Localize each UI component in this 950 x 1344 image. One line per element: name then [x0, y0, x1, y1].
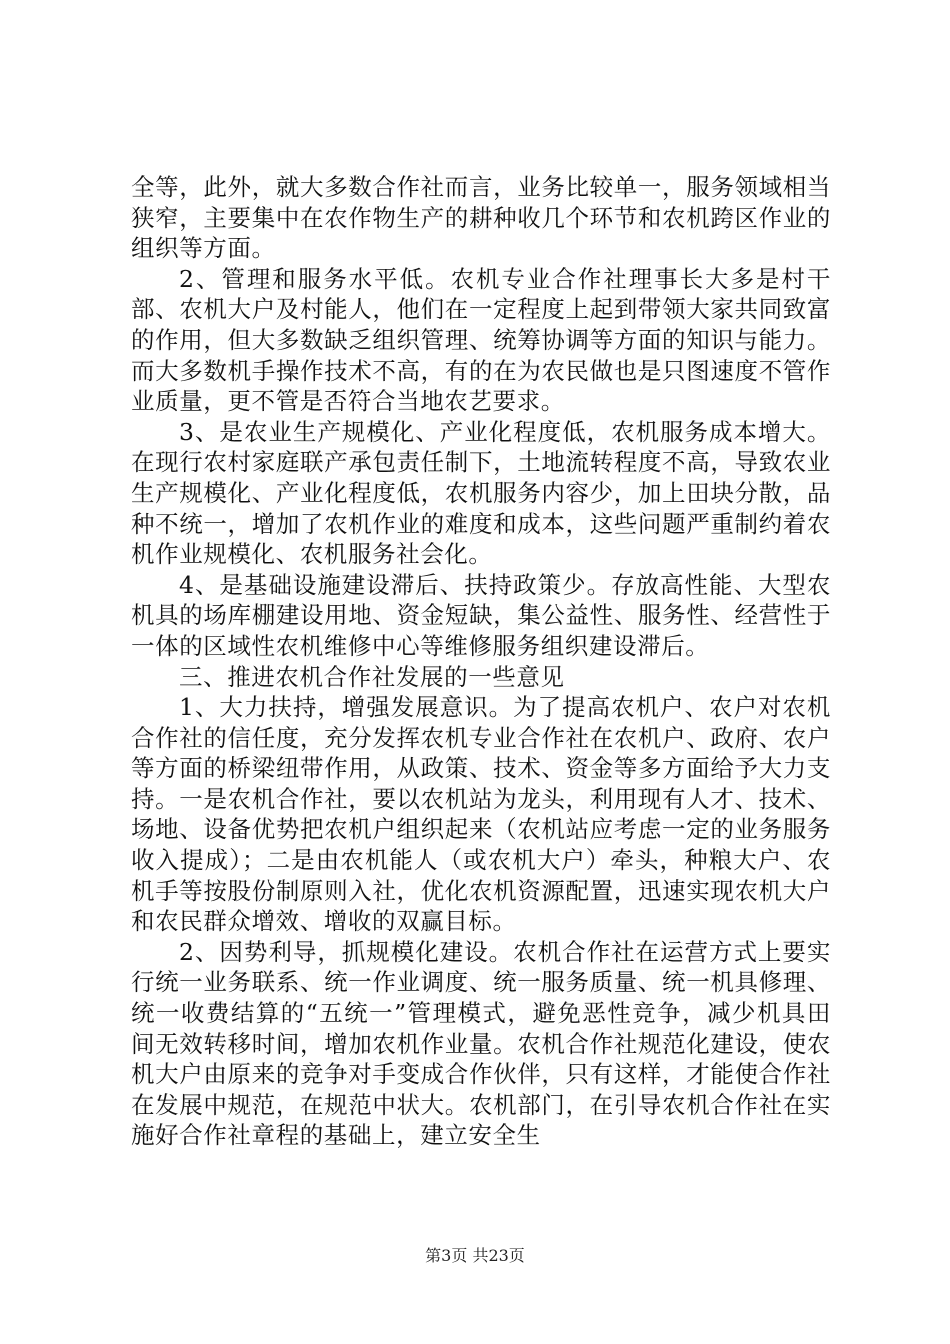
paragraph-continuation: 全等，此外，就大多数合作社而言，业务比较单一，服务领域相当狭窄，主要集中在农作物生产的耕种收几个环节和农机跨区作业的组织等方面。	[131, 173, 831, 263]
paragraph-infrastructure: 4、是基础设施建设滞后、扶持政策少。存放高性能、大型农机具的场库棚建设用地、资金短缺，集公益性、服务性、经营性于一体的区域性农机维修中心等维修服务组织建设滞后。	[131, 570, 831, 660]
paragraph-standardization: 2、因势利导，抓规模化建设。农机合作社在运营方式上要实行统一业务联系、统一作业调度、统一服务质量、统一机具修理、统一收费结算的“五统一”管理模式，避免恶性竞争，减少机具田间无效转移时间，增加农机作业量。农机合作社规范化建设，使农机大户由原来的竞争对手变成合作伙伴，只有这样，才能使合作社在发展中规范，在规范中状大。农机部门，在引导农机合作社在实施好合作社章程的基础上，建立安全生	[131, 937, 831, 1150]
page-footer: 第3页 共23页	[425, 1246, 525, 1265]
document-body	[131, 172, 831, 1151]
section-heading: 三、推进农机合作社发展的一些意见	[179, 662, 565, 691]
paragraph-management: 2、管理和服务水平低。农机专业合作社理事长大多是村干部、农机大户及村能人，他们在一定程度上起到带领大家共同致富的作用，但大多数缺乏组织管理、统筹协调等方面的知识与能力。而大多数机手操作技术不高，有的在为农民做也是只图速度不管作业质量，更不管是否符合当地农艺要求。	[131, 264, 831, 416]
paragraph-scale: 3、是农业生产规模化、产业化程度低，农机服务成本增大。在现行农村家庭联产承包责任制下，土地流转程度不高，导致农业生产规模化、产业化程度低，农机服务内容少，加上田块分散，品种不统一，增加了农机作业的难度和成本，这些问题严重制约着农机作业规模化、农机服务社会化。	[131, 417, 831, 569]
paragraph-support: 1、大力扶持，增强发展意识。为了提高农机户、农户对农机合作社的信任度，充分发挥农机专业合作社在农机户、政府、农户等方面的桥梁纽带作用，从政策、技术、资金等多方面给予大力支持。一是农机合作社，要以农机站为龙头，利用现有人才、技术、场地、设备优势把农机户组织起来（农机站应考虑一定的业务服务收入提成）；二是由农机能人（或农机大户）牵头，种粮大户、农机手等按股份制原则入社，优化农机资源配置，迅速实现农机大户和农民群众增效、增收的双赢目标。	[131, 693, 831, 936]
